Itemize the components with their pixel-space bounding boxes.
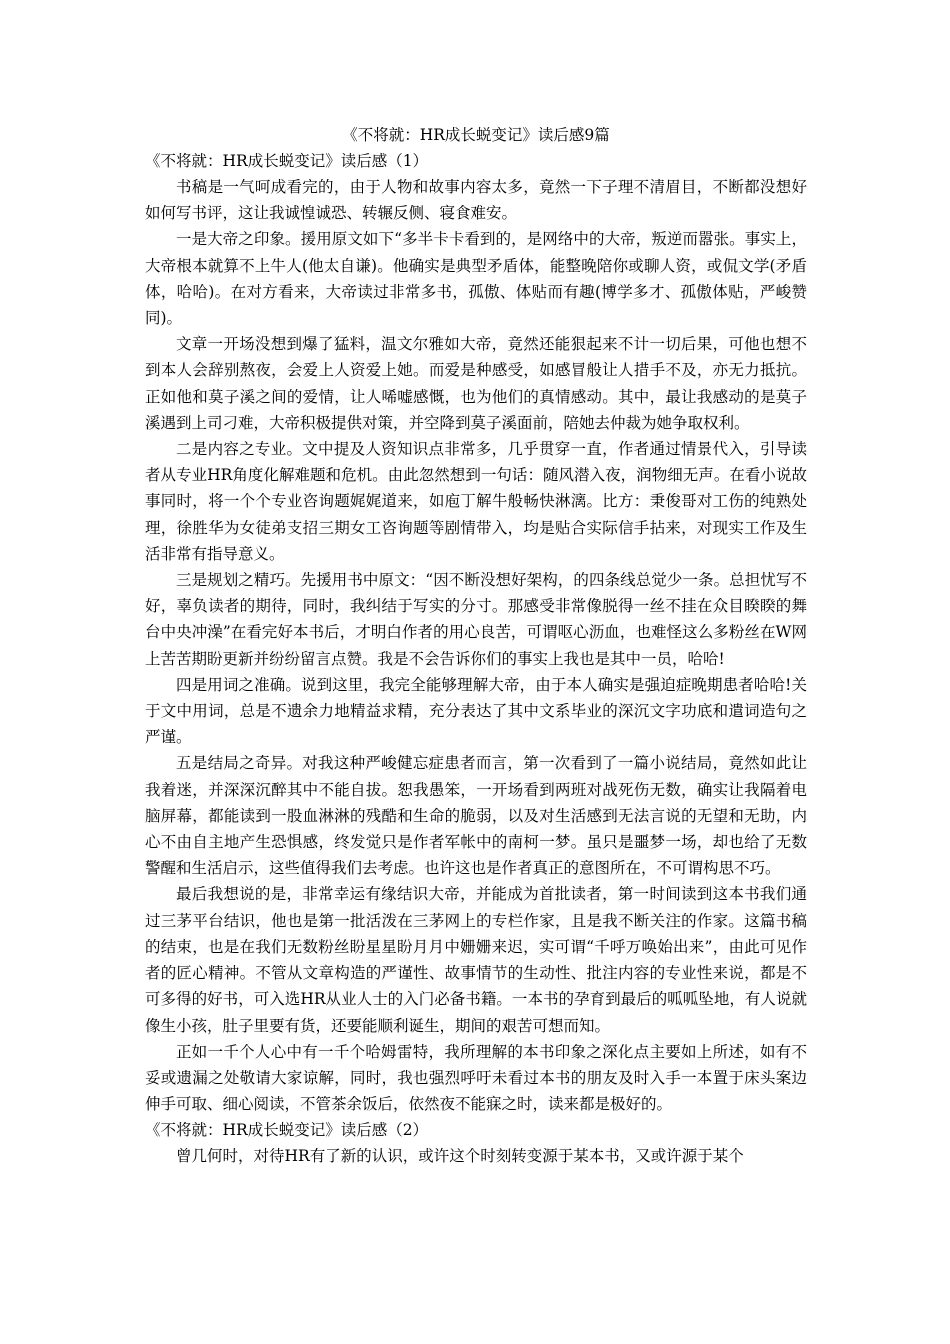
section-heading-1: 《不将就：HR成长蜕变记》读后感（1）: [145, 152, 429, 170]
document-page: [145, 122, 807, 1170]
paragraph: 正如一千个人心中有一千个哈姆雷特，我所理解的本书印象之深化点主要如上所述，如有不妥或遗漏之处敬请大家谅解，同时，我也强烈呼吁未看过本书的朋友及时入手一本置于床头案边伸手可取、细心阅读，不管茶余饭后，依然夜不能寐之时，读来都是极好的。: [145, 1042, 807, 1114]
paragraph: 曾几何时，对待HR有了新的认识，或许这个时刻转变源于某本书，又或许源于某个: [176, 1147, 744, 1166]
document-title: 《不将就：HR成长蜕变记》读后感9篇: [342, 126, 610, 144]
paragraph: 文章一开场没想到爆了猛料，温文尔雅如大帝，竟然还能狠起来不计一切后果，可他也想不到本人会辞别熬夜，会爱上人资爱上她。而爱是种感受，如感冒般让人措手不及，亦无力抵抗。正如他和莫子溪之间的爱情，让人唏嘘感慨，也为他们的真情感动。其中，最让我感动的是莫子溪遇到上司刁难，大帝积极提供对策，并空降到莫子溪面前，陪她去仲裁为她争取权利。: [145, 335, 807, 432]
section-heading-2: 《不将就：HR成长蜕变记》读后感（2）: [145, 1121, 429, 1140]
paragraph: 二是内容之专业。文中提及人资知识点非常多，几乎贯穿一直，作者通过情景代入，引导读者从专业HR角度化解难题和危机。由此忽然想到一句话：随风潜入夜，润物细无声。在看小说故事同时，将一个个专业咨询题娓娓道来，如庖丁解牛般畅快淋漓。比方：秉俊哥对工伤的纯熟处理，徐胜华为女徒弟支招三期女工咨询题等剧情带入，均是贴合实际信手拈来，对现实工作及生活非常有指导意义。: [145, 440, 807, 563]
paragraph: 一是大帝之印象。援用原文如下“多半卡卡看到的，是网络中的大帝，叛逆而嚣张。事实上，大帝根本就算不上牛人(他太自谦)。他确实是典型矛盾体，能整晚陪你或聊人资，或侃文学(矛盾体，哈哈)。在对方看来，大帝读过非常多书，孤傲、体贴而有趣(博学多才、孤傲体贴，严峻赞同)。: [145, 230, 807, 328]
paragraph: 五是结局之奇异。对我这种严峻健忘症患者而言，第一次看到了一篇小说结局，竟然如此让我着迷，并深深沉醉其中不能自拔。恕我愚笨，一开场看到两班对战死伤无数，确实让我隔着电脑屏幕，都能读到一股血淋淋的残酷和生命的脆弱，以及对生活感到无法言说的无望和无助，内心不由自主地产生恐惧感，终发觉只是作者军帐中的南柯一梦。虽只是噩梦一场，却也给了无数警醒和生活启示，这些值得我们去考虑。也许这也是作者真正的意图所在，不可谓构思不巧。: [145, 754, 807, 878]
paragraph: 四是用词之准确。说到这里，我完全能够理解大帝，由于本人确实是强迫症晚期患者哈哈!关于文中用词，总是不遗余力地精益求精，充分表达了其中文系毕业的深沉文字功底和遣词造句之严谨。: [145, 675, 807, 747]
paragraph: 三是规划之精巧。先援用书中原文：“因不断没想好架构，的四条线总觉少一条。总担忧写不好，辜负读者的期待，同时，我纠结于写实的分寸。那感受非常像脱得一丝不挂在众目睽睽的舞台中央冲澡”在看完好本书后，才明白作者的用心良苦，可谓呕心沥血，也难怪这么多粉丝在W网上苦苦期盼更新并纷纷留言点赞。我是不会告诉你们的事实上我也是其中一员，哈哈!: [145, 571, 807, 668]
paragraph: 书稿是一气呵成看完的，由于人物和故事内容太多，竟然一下子理不清眉目，不断都没想好如何写书评，这让我诚惶诚恐、转辗反侧、寝食难安。: [145, 178, 807, 223]
paragraph: 最后我想说的是，非常幸运有缘结识大帝，并能成为首批读者，第一时间读到这本书我们通过三茅平台结识，他也是第一批活泼在三茅网上的专栏作家，且是我不断关注的作家。这篇书稿的结束，也是在我们无数粉丝盼星星盼月月中姗姗来迟，实可谓“千呼万唤始出来”，由此可见作者的匠心精神。不管从文章构造的严谨性、故事情节的生动性、批注内容的专业性来说，都是不可多得的好书，可入选HR从业人士的入门必备书籍。一本书的孕育到最后的呱呱坠地，有人说就像生小孩，肚子里要有货，还要能顺利诞生，期间的艰苦可想而知。: [145, 885, 807, 1035]
